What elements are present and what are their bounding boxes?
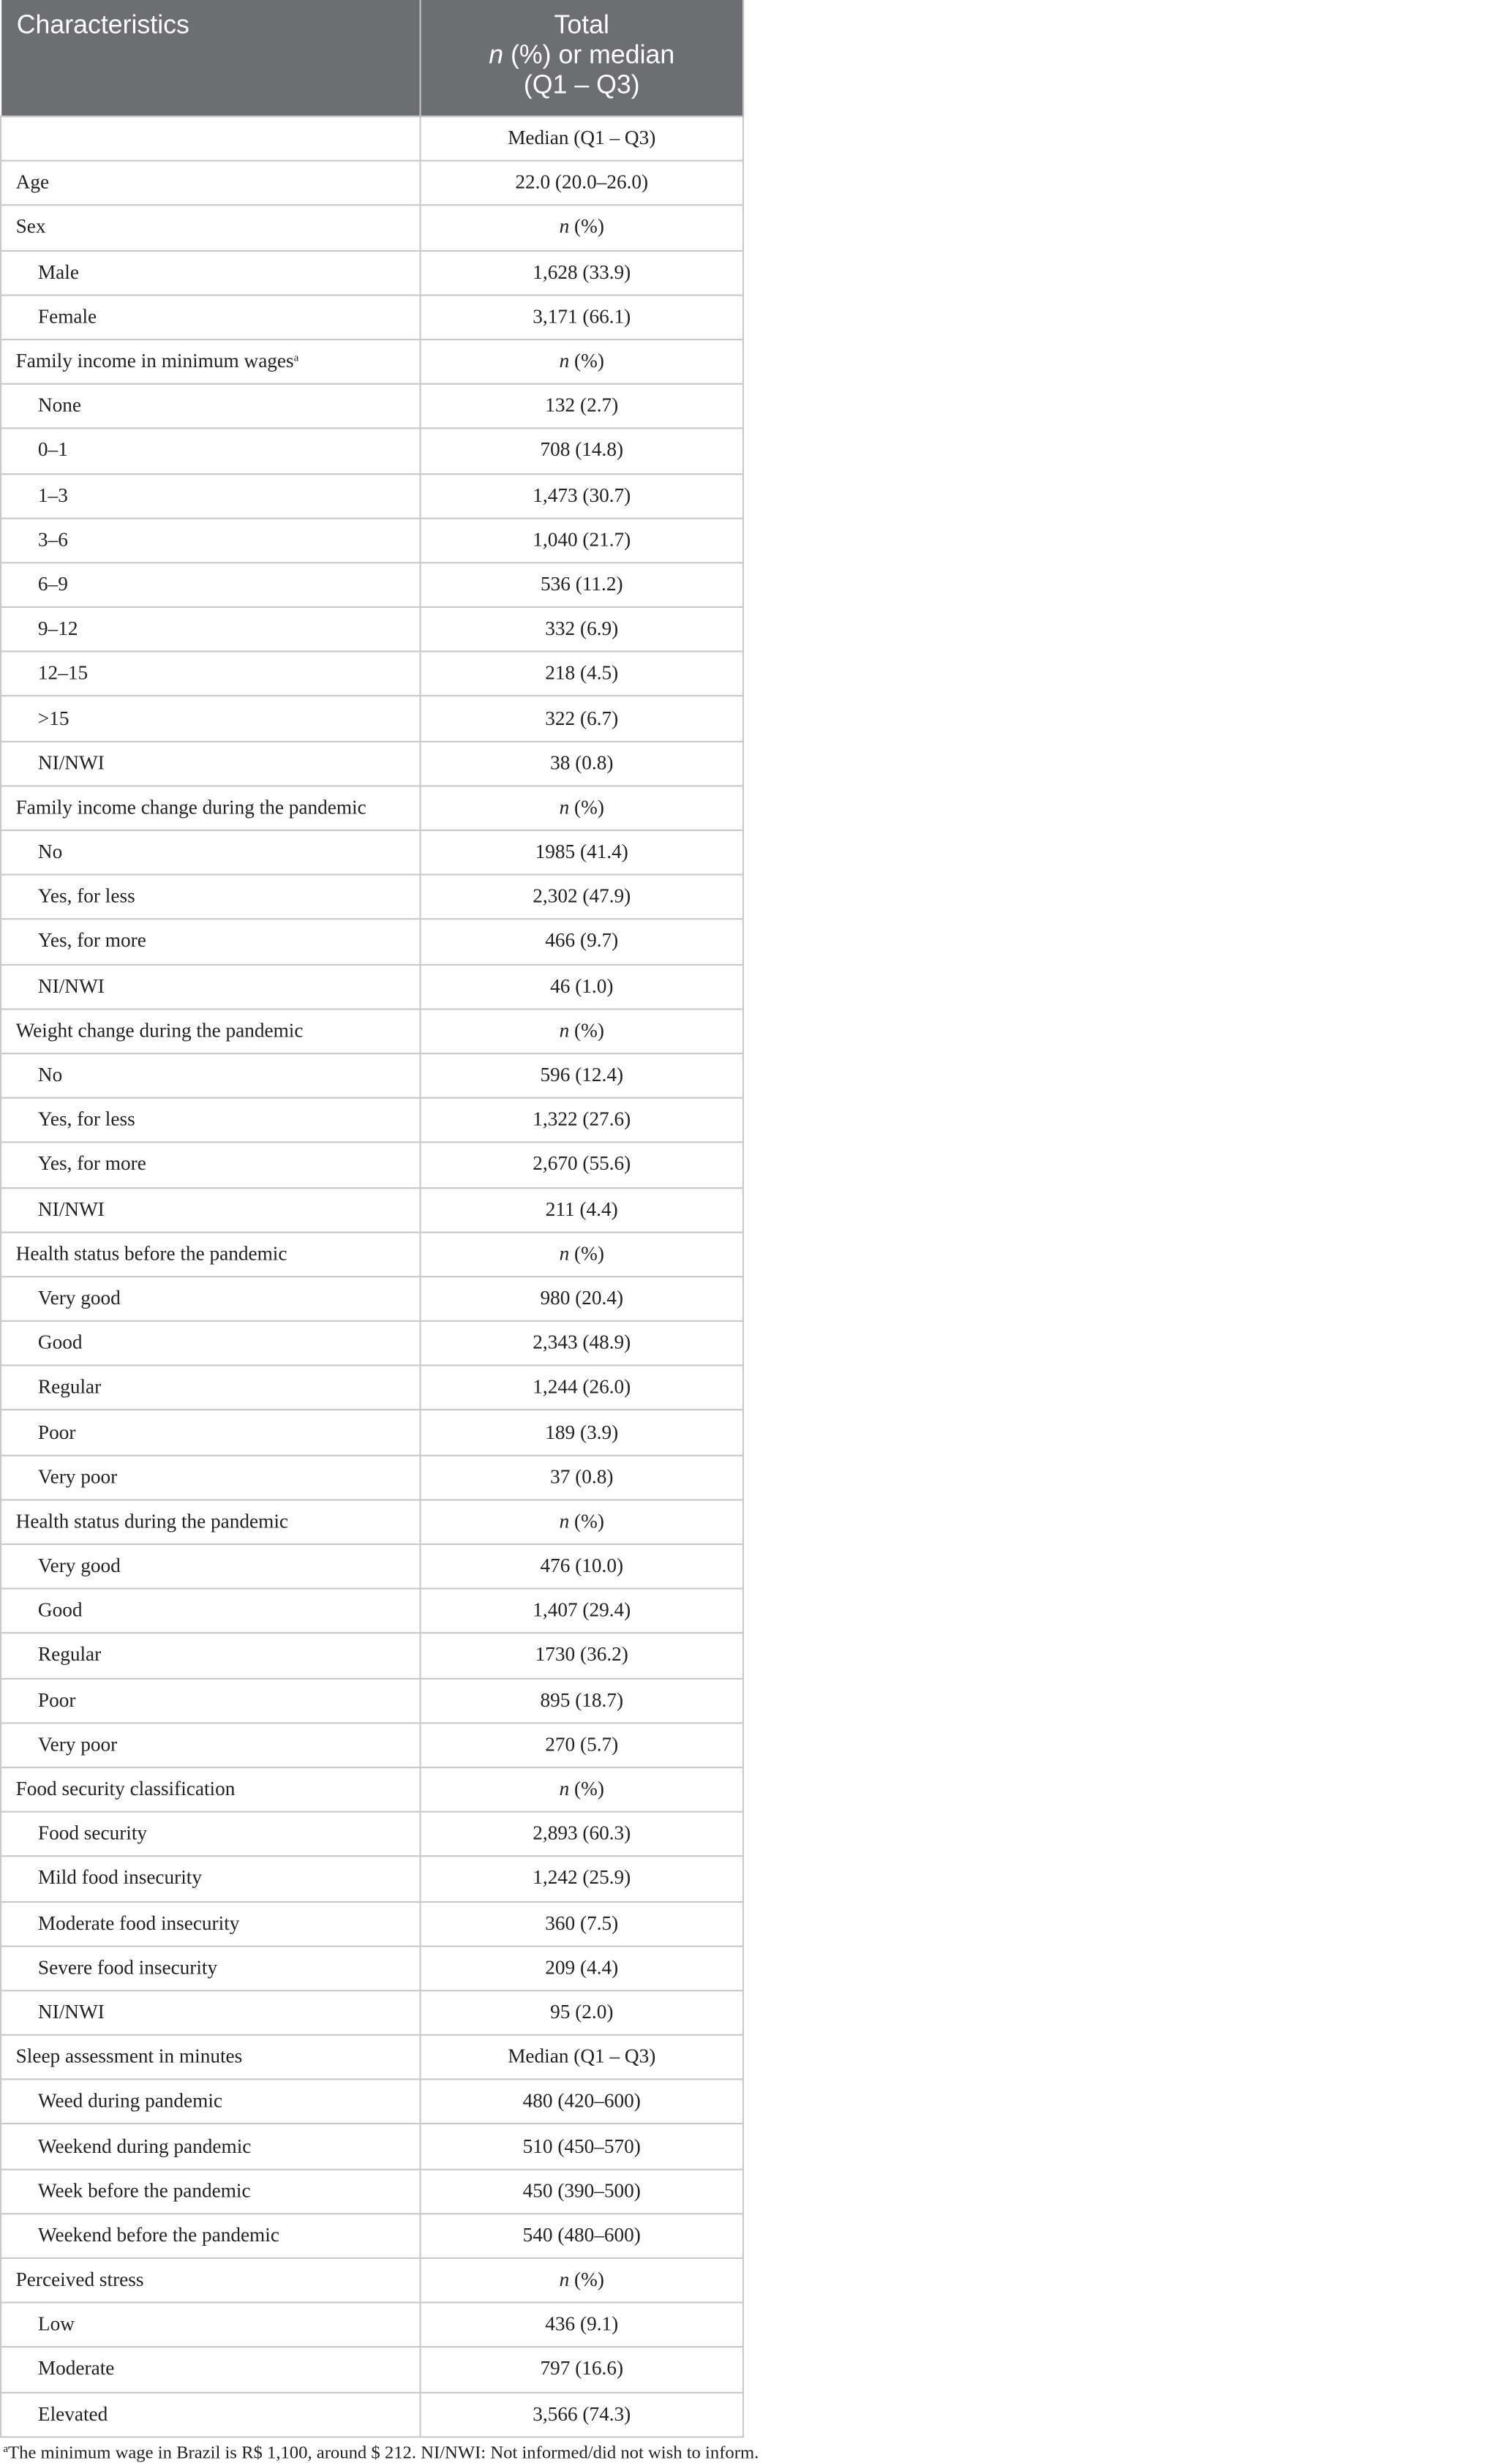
n-symbol: n <box>559 350 570 372</box>
table-row <box>1 920 743 964</box>
header-total-line3: (Q1 – Q3) <box>523 71 640 100</box>
row-value <box>421 1366 743 1410</box>
row-label <box>1 696 420 741</box>
row-label-text: 1–3 <box>37 484 68 506</box>
row-value <box>421 1857 743 1901</box>
row-value <box>421 1544 743 1589</box>
footnote-ref-marker: a <box>293 351 299 364</box>
table-row <box>1 518 743 563</box>
table-row <box>1 2035 743 2080</box>
row-label-text: NI/NWI <box>37 2001 105 2023</box>
row-label <box>1 250 420 295</box>
value-text: 332 (6.9) <box>545 617 619 640</box>
row-label-text: No <box>37 841 63 863</box>
row-label <box>1 741 420 786</box>
row-value <box>421 2214 743 2258</box>
table-row <box>1 1232 743 1276</box>
row-label-text: Weekend during pandemic <box>37 2135 252 2157</box>
row-label <box>1 1053 420 1098</box>
table-row <box>1 2169 743 2214</box>
row-value <box>421 161 743 206</box>
row-label <box>1 652 420 696</box>
row-label <box>1 518 420 563</box>
row-value <box>421 2124 743 2169</box>
row-label-text: NI/NWI <box>37 974 105 997</box>
row-label <box>1 920 420 964</box>
row-value <box>421 1633 743 1678</box>
row-label-text: Severe food insecurity <box>37 1956 218 1979</box>
header-total-line2: (%) or median <box>503 41 675 70</box>
value-text: 476 (10.0) <box>540 1554 624 1577</box>
table-row <box>1 2303 743 2347</box>
row-label-text: Week before the pandemic <box>37 2179 251 2202</box>
value-text: 95 (2.0) <box>550 2001 614 2023</box>
table-row <box>1 1633 743 1678</box>
table-row <box>1 2214 743 2258</box>
table-row <box>1 2347 743 2392</box>
row-value <box>421 384 743 429</box>
row-value <box>421 2035 743 2080</box>
table-row <box>1 2124 743 2169</box>
value-text: 38 (0.8) <box>550 751 614 774</box>
value-text: 466 (9.7) <box>545 930 619 952</box>
value-text: 218 (4.5) <box>545 662 619 685</box>
row-value <box>421 607 743 652</box>
value-text: 1,242 (25.9) <box>533 1867 631 1889</box>
row-label-text: Sex <box>15 216 46 238</box>
n-symbol: n <box>559 1510 570 1533</box>
table-row <box>1 1098 743 1143</box>
footnote-marker: a <box>3 2442 9 2455</box>
row-label <box>1 1366 420 1410</box>
value-text: 322 (6.7) <box>545 707 619 729</box>
row-label <box>1 1633 420 1678</box>
table-row <box>1 1500 743 1544</box>
table-row <box>1 652 743 696</box>
row-label <box>1 1767 420 1812</box>
row-label <box>1 1723 420 1767</box>
table-row <box>1 2080 743 2124</box>
row-label-text: Perceived stress <box>15 2268 144 2291</box>
value-text: 895 (18.7) <box>540 1688 624 1711</box>
row-label <box>1 2392 420 2437</box>
value-text: 132 (2.7) <box>545 394 619 417</box>
row-label <box>1 116 420 161</box>
row-label-text: Low <box>37 2313 75 2336</box>
table-row <box>1 339 743 384</box>
table-row <box>1 607 743 652</box>
row-label-text: Weed during pandemic <box>37 2090 223 2113</box>
row-value <box>421 295 743 339</box>
row-label-text: Elevated <box>37 2402 108 2425</box>
row-label-text: Male <box>37 260 79 283</box>
table-row <box>1 2392 743 2437</box>
row-label-text: Yes, for more <box>37 1153 146 1176</box>
value-text: Median (Q1 – Q3) <box>508 2045 656 2068</box>
value-text: 270 (5.7) <box>545 1733 619 1756</box>
value-text: (%) <box>569 796 604 819</box>
row-label <box>1 161 420 206</box>
row-value <box>421 429 743 473</box>
row-label-text: Regular <box>37 1644 102 1666</box>
table-row <box>1 295 743 339</box>
row-label-text: Very good <box>37 1554 121 1577</box>
row-value <box>421 964 743 1009</box>
table-row <box>1 384 743 429</box>
row-label <box>1 206 420 250</box>
row-label <box>1 1678 420 1723</box>
row-label <box>1 295 420 339</box>
row-value <box>421 1098 743 1143</box>
value-text: (%) <box>569 1242 604 1265</box>
table-row <box>1 473 743 518</box>
table-body <box>1 116 743 2437</box>
value-text: 2,893 (60.3) <box>533 1822 631 1845</box>
n-symbol: n <box>559 216 570 238</box>
row-value <box>421 696 743 741</box>
row-label-text: 9–12 <box>37 617 78 640</box>
row-label <box>1 830 420 875</box>
header-total-line1: Total <box>554 11 609 40</box>
value-text: 1,040 (21.7) <box>533 528 631 551</box>
row-value <box>421 1232 743 1276</box>
row-label-text: Yes, for less <box>37 885 135 908</box>
table-row <box>1 563 743 607</box>
row-label-text: Age <box>15 171 50 194</box>
row-label <box>1 1276 420 1321</box>
value-text: 3,566 (74.3) <box>533 2402 631 2425</box>
table-row <box>1 429 743 473</box>
value-text: 2,670 (55.6) <box>533 1153 631 1176</box>
value-text: 708 (14.8) <box>540 439 624 462</box>
row-label-text: Very good <box>37 1287 121 1309</box>
characteristics-table <box>0 0 744 2437</box>
value-text: 596 (12.4) <box>540 1064 624 1086</box>
table-row <box>1 116 743 161</box>
row-label-text: Very poor <box>37 1465 118 1488</box>
value-text: 37 (0.8) <box>550 1465 614 1488</box>
table-row <box>1 2258 743 2303</box>
row-label <box>1 2214 420 2258</box>
value-text: 480 (420–600) <box>522 2090 641 2113</box>
row-value <box>421 339 743 384</box>
row-label-text: 0–1 <box>37 439 68 462</box>
row-value <box>421 1946 743 1990</box>
table-row <box>1 1990 743 2035</box>
table-footnote <box>3 2444 1511 2463</box>
table-row <box>1 1767 743 1812</box>
value-text: Median (Q1 – Q3) <box>508 127 656 149</box>
row-label-text: Weight change during the pandemic <box>15 1019 304 1042</box>
row-value <box>421 116 743 161</box>
table-row <box>1 1321 743 1366</box>
row-label-text: Health status during the pandemic <box>15 1510 289 1533</box>
row-label-text: NI/NWI <box>37 1197 105 1220</box>
row-label-text: Female <box>37 305 97 328</box>
table-row <box>1 1678 743 1723</box>
row-value <box>421 652 743 696</box>
row-label <box>1 1187 420 1232</box>
value-text: 1,407 (29.4) <box>533 1599 631 1622</box>
value-text: 3,171 (66.1) <box>533 305 631 328</box>
table-row <box>1 1276 743 1321</box>
table-row <box>1 786 743 830</box>
table-row <box>1 830 743 875</box>
value-text: 980 (20.4) <box>540 1287 624 1309</box>
table-row <box>1 1009 743 1053</box>
row-value <box>421 1678 743 1723</box>
value-text: 1,322 (27.6) <box>533 1108 631 1131</box>
value-text: 2,343 (48.9) <box>533 1331 631 1354</box>
table-row <box>1 1901 743 1946</box>
row-value <box>421 1009 743 1053</box>
value-text: 211 (4.4) <box>545 1197 618 1220</box>
row-label <box>1 339 420 384</box>
row-label-text: 3–6 <box>37 528 68 551</box>
row-value <box>421 1321 743 1366</box>
row-value <box>421 1053 743 1098</box>
row-value <box>421 1990 743 2035</box>
table-row <box>1 964 743 1009</box>
row-label-text: Sleep assessment in minutes <box>15 2045 243 2068</box>
row-label-text: 12–15 <box>37 662 89 685</box>
row-label-text: Yes, for less <box>37 1108 135 1131</box>
n-symbol: n <box>559 2268 570 2291</box>
row-label <box>1 1812 420 1857</box>
value-text: (%) <box>569 1510 604 1533</box>
row-label <box>1 1589 420 1633</box>
row-value <box>421 1187 743 1232</box>
row-label-text: Poor <box>37 1421 76 1443</box>
row-label-text: No <box>37 1064 63 1086</box>
row-value <box>421 2169 743 2214</box>
row-label <box>1 563 420 607</box>
value-text: 536 (11.2) <box>541 573 623 595</box>
row-value <box>421 1143 743 1187</box>
row-label <box>1 875 420 920</box>
row-value <box>421 2347 743 2392</box>
table-header-row <box>1 0 743 116</box>
table-row <box>1 696 743 741</box>
row-value <box>421 518 743 563</box>
table-row <box>1 1544 743 1589</box>
row-label <box>1 1143 420 1187</box>
row-value <box>421 2258 743 2303</box>
row-label <box>1 2347 420 2392</box>
header-characteristics: Characteristics <box>1 0 420 116</box>
value-text: 797 (16.6) <box>540 2358 624 2380</box>
row-label-text: None <box>37 394 81 417</box>
table-row <box>1 1946 743 1990</box>
row-value <box>421 1410 743 1455</box>
row-label-text: Family income in minimum wages <box>15 350 294 372</box>
row-value <box>421 1589 743 1633</box>
row-label <box>1 786 420 830</box>
value-text: (%) <box>569 1019 604 1042</box>
row-value <box>421 920 743 964</box>
row-value <box>421 1455 743 1500</box>
row-value <box>421 2392 743 2437</box>
row-value <box>421 1723 743 1767</box>
value-text: 209 (4.4) <box>545 1956 619 1979</box>
table-row <box>1 875 743 920</box>
row-label-text: Moderate food insecurity <box>37 1911 240 1934</box>
row-label <box>1 1500 420 1544</box>
value-text: 360 (7.5) <box>545 1911 619 1934</box>
row-label-text: Good <box>37 1599 83 1622</box>
value-text: (%) <box>569 1778 604 1800</box>
row-label-text: Food security classification <box>15 1778 236 1800</box>
row-label-text: >15 <box>37 707 69 729</box>
table-row <box>1 1053 743 1098</box>
row-label-text: Regular <box>37 1376 102 1399</box>
table-row <box>1 1187 743 1232</box>
value-text: 436 (9.1) <box>545 2313 619 2336</box>
row-label <box>1 384 420 429</box>
row-value <box>421 2303 743 2347</box>
row-label <box>1 2124 420 2169</box>
row-label-text: Weekend before the pandemic <box>37 2224 279 2246</box>
row-label-text: Very poor <box>37 1733 118 1756</box>
row-value <box>421 1767 743 1812</box>
row-value <box>421 1276 743 1321</box>
row-label <box>1 1009 420 1053</box>
row-label-text: 6–9 <box>37 573 68 595</box>
table-row <box>1 741 743 786</box>
row-label <box>1 1857 420 1901</box>
n-symbol: n <box>559 1778 570 1800</box>
row-label-text: NI/NWI <box>37 751 105 774</box>
table-row <box>1 1366 743 1410</box>
row-label <box>1 1946 420 1990</box>
row-label <box>1 2258 420 2303</box>
row-label-text: Good <box>37 1331 83 1354</box>
row-label <box>1 1410 420 1455</box>
row-label-text: Family income change during the pandemic <box>15 796 366 819</box>
row-value <box>421 2080 743 2124</box>
value-text: 2,302 (47.9) <box>533 885 631 908</box>
row-value <box>421 1812 743 1857</box>
value-text: (%) <box>569 350 604 372</box>
table-row <box>1 161 743 206</box>
table-row <box>1 250 743 295</box>
value-text: 189 (3.9) <box>545 1421 619 1443</box>
row-value <box>421 786 743 830</box>
row-label <box>1 964 420 1009</box>
table-row <box>1 1589 743 1633</box>
header-n-symbol: n <box>489 41 504 70</box>
value-text: 1985 (41.4) <box>535 841 628 863</box>
header-total <box>421 0 743 116</box>
row-label-text: Food security <box>37 1822 148 1845</box>
row-label <box>1 1990 420 2035</box>
row-label <box>1 1098 420 1143</box>
table-row <box>1 1410 743 1455</box>
value-text: 1730 (36.2) <box>535 1644 628 1666</box>
row-label-text: Yes, for more <box>37 930 146 952</box>
value-text: 22.0 (20.0–26.0) <box>515 171 649 194</box>
footnote-text: The minimum wage in Brazil is R$ 1,100, around $ 212. NI/NWI: Not informed/did not wish to inform. <box>8 2443 759 2463</box>
row-label <box>1 2303 420 2347</box>
row-label <box>1 2080 420 2124</box>
row-label <box>1 2169 420 2214</box>
row-label-text: Mild food insecurity <box>37 1867 203 1889</box>
table-row <box>1 1723 743 1767</box>
row-value <box>421 741 743 786</box>
table-row <box>1 1143 743 1187</box>
row-label <box>1 1901 420 1946</box>
row-label <box>1 607 420 652</box>
value-text: 1,244 (26.0) <box>533 1376 631 1399</box>
row-label <box>1 2035 420 2080</box>
table-row <box>1 1857 743 1901</box>
value-text: 1,473 (30.7) <box>533 484 631 506</box>
value-text: (%) <box>569 216 604 238</box>
n-symbol: n <box>559 796 570 819</box>
row-label-text: Health status before the pandemic <box>15 1242 287 1265</box>
row-label <box>1 1544 420 1589</box>
value-text: 450 (390–500) <box>522 2179 641 2202</box>
row-value <box>421 1901 743 1946</box>
row-label <box>1 473 420 518</box>
row-label <box>1 1321 420 1366</box>
value-text: 510 (450–570) <box>522 2135 641 2157</box>
value-text: (%) <box>569 2268 604 2291</box>
row-label-text: Moderate <box>37 2358 115 2380</box>
row-value <box>421 473 743 518</box>
row-value <box>421 1500 743 1544</box>
row-label <box>1 1455 420 1500</box>
value-text: 46 (1.0) <box>550 974 614 997</box>
n-symbol: n <box>559 1019 570 1042</box>
row-value <box>421 875 743 920</box>
row-value <box>421 830 743 875</box>
table-row <box>1 206 743 250</box>
row-label <box>1 429 420 473</box>
row-value <box>421 206 743 250</box>
n-symbol: n <box>559 1242 570 1265</box>
table-row <box>1 1812 743 1857</box>
value-text: 540 (480–600) <box>522 2224 641 2246</box>
row-label <box>1 1232 420 1276</box>
value-text: 1,628 (33.9) <box>533 260 631 283</box>
table-row <box>1 1455 743 1500</box>
row-value <box>421 563 743 607</box>
row-value <box>421 250 743 295</box>
row-label-text: Poor <box>37 1688 76 1711</box>
